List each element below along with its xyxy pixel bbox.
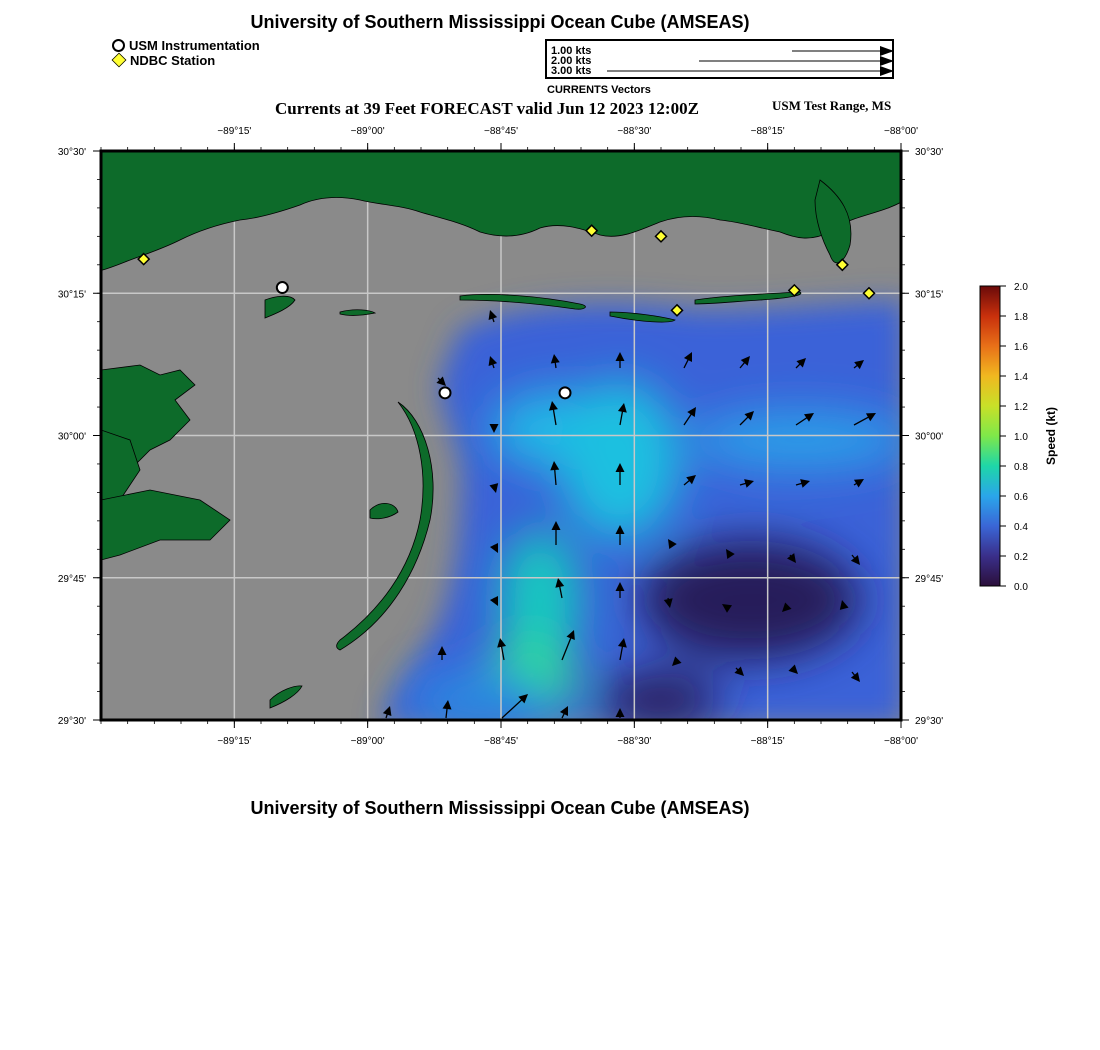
legend-ndbc-label: NDBC Station <box>130 53 216 68</box>
lat-label-left: 30°15' <box>57 289 86 301</box>
map-plot-area <box>95 145 910 730</box>
colorbar-ramp <box>980 286 1000 586</box>
vector-caption: CURRENTS Vectors <box>547 84 651 96</box>
usm-station-marker <box>560 387 571 398</box>
colorbar-tick-label: 1.0 <box>1014 432 1028 443</box>
lon-label-bottom: −89°00' <box>350 736 385 747</box>
colorbar-tick-label: 0.0 <box>1014 582 1028 593</box>
lon-label-bottom: −88°30' <box>617 736 652 747</box>
lon-label-top: −88°30' <box>617 126 652 137</box>
lat-label-right: 30°00' <box>915 431 944 443</box>
usm-station-marker <box>277 282 288 293</box>
lon-label-bottom: −88°00' <box>884 736 918 747</box>
lat-label-left: 30°00' <box>57 431 86 443</box>
colorbar-tick-label: 0.2 <box>1014 552 1028 563</box>
map-title: University of Southern Mississippi Ocean Cube (AMSEAS) <box>250 12 750 32</box>
colorbar-tick-label: 0.6 <box>1014 492 1028 503</box>
colorbar-tick-label: 1.8 <box>1014 312 1028 323</box>
lat-label-left: 29°45' <box>57 573 86 585</box>
vector-scale-label-1: 1.00 kts <box>551 45 592 57</box>
colorbar-tick-label: 1.2 <box>1014 402 1028 413</box>
region-label: USM Test Range, MS <box>772 98 892 113</box>
lon-label-top: −89°15' <box>217 126 252 137</box>
speed-colorbar <box>980 282 1058 593</box>
legend-usm-label: USM Instrumentation <box>129 38 260 53</box>
lat-label-right: 30°15' <box>915 289 944 301</box>
lon-label-bottom: −88°45' <box>484 736 518 747</box>
lon-label-top: −89°00' <box>350 126 385 137</box>
colorbar-tick-label: 1.6 <box>1014 342 1028 353</box>
colorbar-ticks <box>1000 282 1028 593</box>
usm-station-marker <box>440 387 451 398</box>
lon-label-top: −88°45' <box>484 126 518 137</box>
colorbar-tick-label: 1.4 <box>1014 372 1028 383</box>
lat-label-right: 29°45' <box>915 573 944 585</box>
lon-label-top: −88°15' <box>750 126 785 137</box>
map-subtitle: Currents at 39 Feet FORECAST valid Jun 12 2023 12:00Z <box>275 99 699 118</box>
footer-title: University of Southern Mississippi Ocean Cube (AMSEAS) <box>250 798 750 818</box>
vector-scale-label-3: 3.00 kts <box>551 65 592 77</box>
vector-scale-label-2: 2.00 kts <box>551 55 592 67</box>
colorbar-tick-label: 0.8 <box>1014 462 1028 473</box>
lon-label-bottom: −89°15' <box>217 736 252 747</box>
lat-label-right: 30°30' <box>915 147 944 158</box>
lat-label-right: 29°30' <box>915 716 944 727</box>
colorbar-label: Speed (kt) <box>1044 406 1058 466</box>
lat-label-left: 29°30' <box>57 716 86 727</box>
colorbar-tick-label: 2.0 <box>1014 282 1028 293</box>
lon-label-bottom: −88°15' <box>750 736 785 747</box>
lat-label-left: 30°30' <box>57 147 86 158</box>
colorbar-tick-label: 0.4 <box>1014 522 1028 533</box>
lon-label-top: −88°00' <box>884 126 918 137</box>
